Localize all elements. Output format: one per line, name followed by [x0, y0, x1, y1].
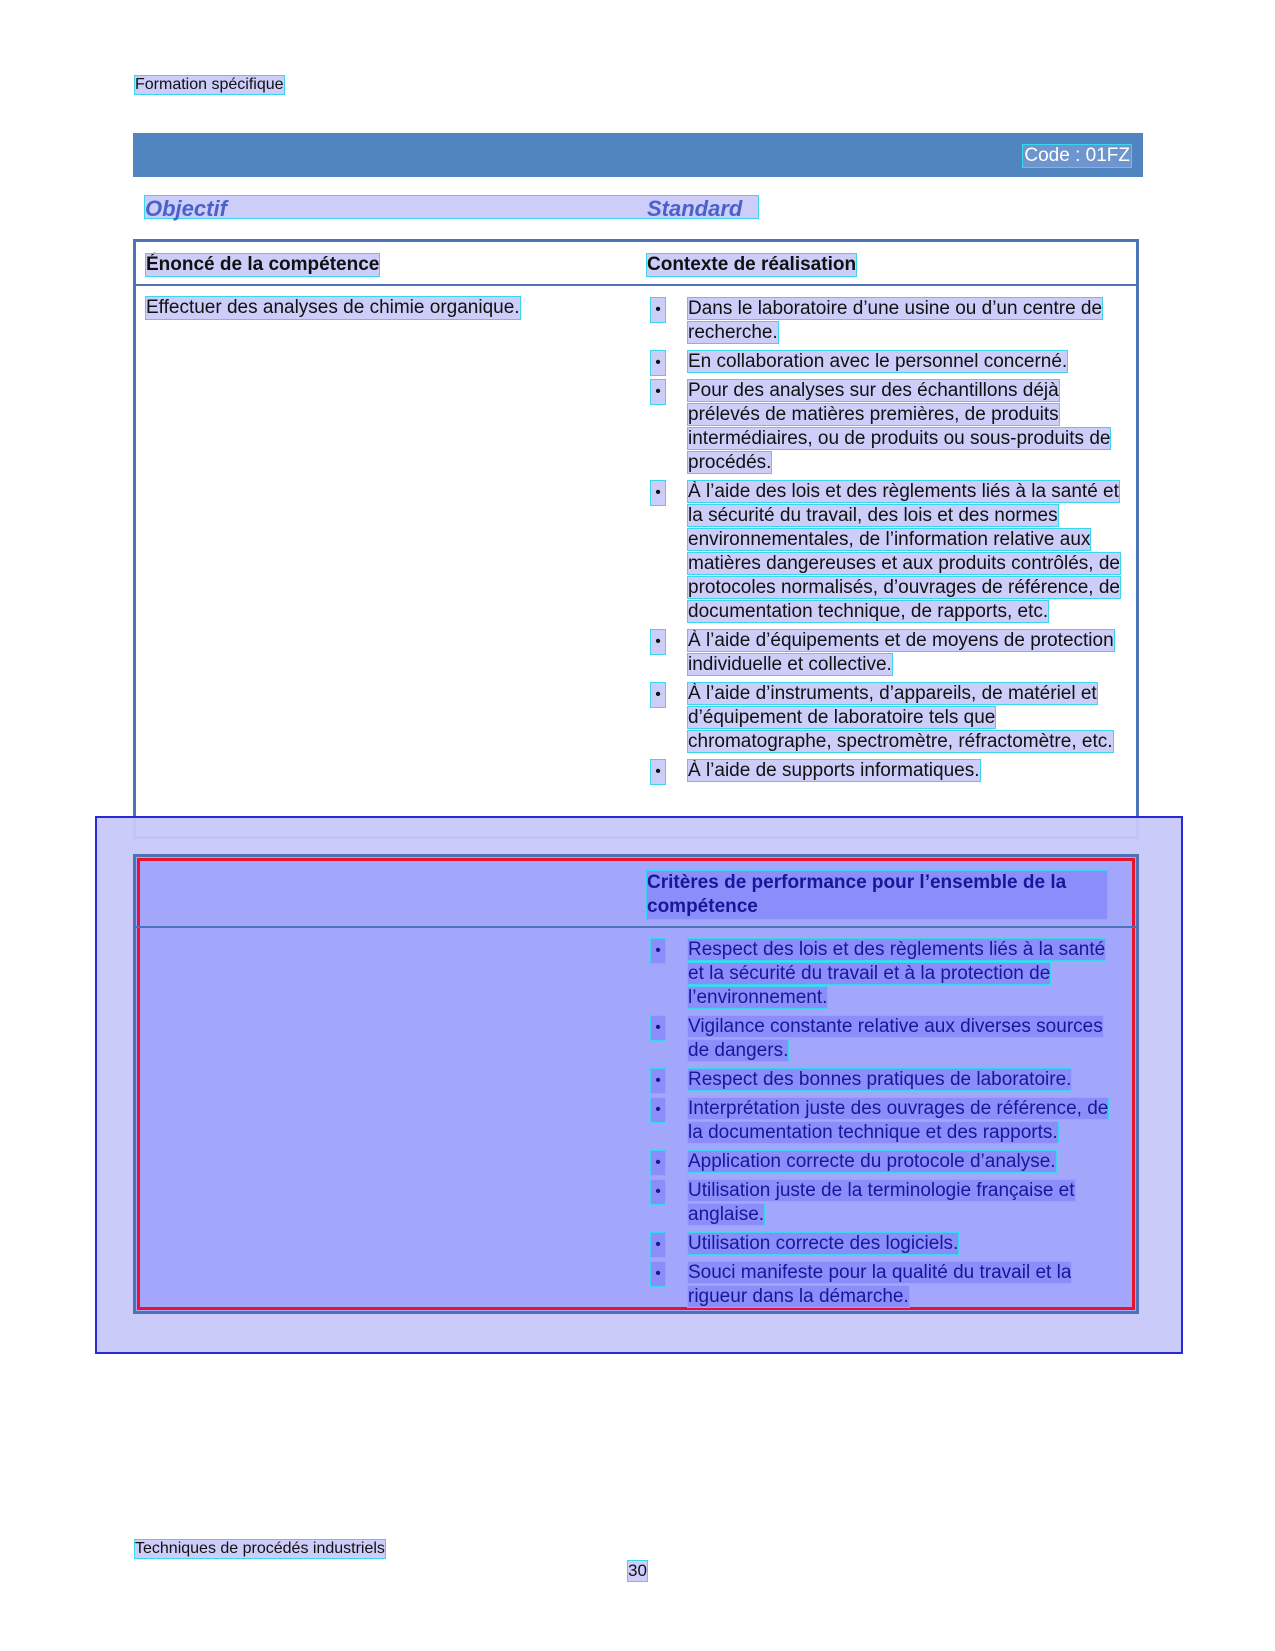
code-bar — [133, 133, 1143, 177]
list-item — [651, 1261, 1121, 1309]
list-item — [651, 1097, 1121, 1145]
bullet-icon: • — [651, 481, 665, 505]
list-item-text: À l’aide d’équipements et de moyens de protection individuelle et collective. — [688, 630, 1114, 675]
bullet-icon: • — [651, 1180, 665, 1204]
bullet-icon: • — [651, 380, 665, 404]
list-item — [651, 1179, 1121, 1227]
list-item-text: Utilisation correcte des logiciels. — [688, 1233, 959, 1254]
list-item — [651, 759, 1121, 783]
bullet-icon: • — [651, 351, 665, 375]
list-item — [651, 480, 1121, 624]
running-header: Formation spécifique — [135, 76, 284, 93]
list-item-text: En collaboration avec le personnel concerné. — [688, 351, 1068, 372]
bullet-icon: • — [651, 1016, 665, 1040]
list-item-text: Souci manifeste pour la qualité du travail et la rigueur dans la démarche. — [688, 1262, 1072, 1307]
bullet-icon: • — [651, 1151, 665, 1175]
list-item — [651, 1232, 1121, 1256]
list-item-text: À l’aide des lois et des règlements liés à la santé et la sécurité du travail, des lois et des normes environnementales, de l’information relative aux matières dangereuses et aux produits contrôlés, de protocoles normalisés, d’ouvrages de référence, de documentation technique, de rapports, etc. — [688, 481, 1120, 622]
list-item — [651, 938, 1121, 1010]
list-item-text: Pour des analyses sur des échantillons déjà prélevés de matières premières, de produits intermédiaires, ou de produits ou sous-produits de procédés. — [688, 380, 1111, 473]
list-item-text: À l’aide de supports informatiques. — [688, 760, 980, 781]
bullet-icon: • — [651, 1233, 665, 1257]
header-rule — [136, 284, 1136, 286]
list-item — [651, 629, 1121, 677]
bullet-icon: • — [651, 1098, 665, 1122]
list-item — [651, 1150, 1121, 1174]
list-item-text: Interprétation juste des ouvrages de référence, de la documentation technique et des rapports. — [688, 1098, 1109, 1143]
bullet-icon: • — [651, 1262, 665, 1286]
code-label: Code : 01FZ — [1024, 145, 1130, 166]
context-column-header: Contexte de réalisation — [647, 254, 857, 275]
competence-statement: Effectuer des analyses de chimie organique. — [146, 297, 520, 318]
list-item-text: Application correcte du protocole d’analyse. — [688, 1151, 1056, 1172]
list-item-text: Respect des lois et des règlements liés à la santé et la sécurité du travail et à la protection de l’environnement. — [688, 939, 1106, 1008]
criteria-table — [133, 854, 1139, 1314]
bullet-icon: • — [651, 298, 665, 322]
list-item — [651, 297, 1121, 345]
competence-table — [133, 239, 1139, 839]
page-number: 30 — [628, 1561, 647, 1580]
list-item — [651, 1068, 1121, 1092]
list-item-text: Dans le laboratoire d’une usine ou d’un centre de recherche. — [688, 298, 1103, 343]
criteria-column-header: Critères de performance pour l’ensemble de la compétence — [647, 871, 1107, 919]
objectif-heading: Objectif — [145, 196, 227, 221]
list-item-text: Respect des bonnes pratiques de laboratoire. — [688, 1069, 1072, 1090]
list-item — [651, 1015, 1121, 1063]
section-heading-row — [145, 196, 758, 221]
criteria-header-rule — [136, 926, 1136, 928]
criteria-list — [651, 938, 1121, 1314]
bullet-icon: • — [651, 630, 665, 654]
bullet-icon: • — [651, 939, 665, 963]
footer-program: Techniques de procédés industriels — [135, 1540, 385, 1557]
bullet-icon: • — [651, 683, 665, 707]
list-item-text: Vigilance constante relative aux diverses sources de dangers. — [688, 1016, 1103, 1061]
context-list — [651, 297, 1121, 788]
standard-heading: Standard — [647, 196, 743, 221]
list-item — [651, 379, 1121, 475]
bullet-icon: • — [651, 760, 665, 784]
list-item-text: Utilisation juste de la terminologie française et anglaise. — [688, 1180, 1075, 1225]
list-item — [651, 350, 1121, 374]
list-item-text: À l’aide d’instruments, d’appareils, de matériel et d’équipement de laboratoire tels que chromatographe, spectromètre, réfractomètre, etc. — [688, 683, 1113, 752]
bullet-icon: • — [651, 1069, 665, 1093]
list-item — [651, 682, 1121, 754]
statement-column-header: Énoncé de la compétence — [146, 254, 380, 275]
